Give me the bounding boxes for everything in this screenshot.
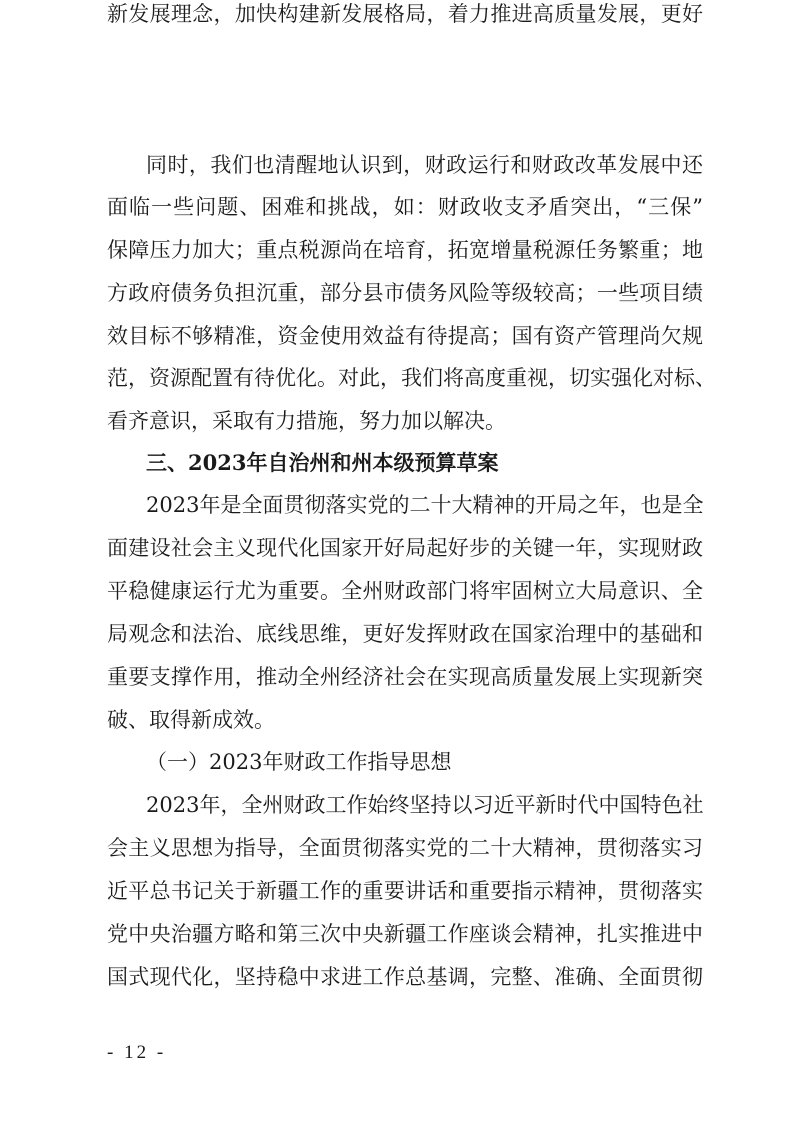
text-line: 重要支撑作用，推动全州经济社会在实现高质量发展上实现新突 xyxy=(107,665,703,689)
text-line: 三、2023年自治州和州本级预算草案 xyxy=(146,450,499,475)
text-line: 同时，我们也清醒地认识到，财政运行和财政改革发展中还 xyxy=(146,153,703,177)
text-line: 近平总书记关于新疆工作的重要讲话和重要指示精神，贯彻落实 xyxy=(107,879,703,903)
text-line: 局观念和法治、底线思维，更好发挥财政在国家治理中的基础和 xyxy=(107,622,703,646)
text-line: （一）2023年财政工作指导思想 xyxy=(146,750,452,774)
text-line: 新发展理念，加快构建新发展格局，着力推进高质量发展，更好 xyxy=(107,2,703,26)
text-line: 面建设社会主义现代化国家开好局起好步的关键一年，实现财政 xyxy=(107,536,703,560)
page-number: - 12 - xyxy=(107,1042,167,1063)
text-line: 2023年是全面贯彻落实党的二十大精神的开局之年，也是全 xyxy=(146,493,704,517)
text-line: 面临一些问题、困难和挑战，如：财政收支矛盾突出，“三保” xyxy=(107,195,703,219)
text-line: 2023年，全州财政工作始终坚持以习近平新时代中国特色社 xyxy=(146,793,704,817)
text-line: 平稳健康运行尤为重要。全州财政部门将牢固树立大局意识、全 xyxy=(107,579,703,603)
text-line: 保障压力加大；重点税源尚在培育，拓宽增量税源任务繁重；地 xyxy=(107,238,703,262)
text-line: 范，资源配置有待优化。对此，我们将高度重视，切实强化对标、 xyxy=(107,366,716,390)
text-line: 党中央治疆方略和第三次中央新疆工作座谈会精神，扎实推进中 xyxy=(107,922,703,946)
text-line: 方政府债务负担沉重，部分县市债务风险等级较高；一些项目绩 xyxy=(107,281,703,305)
text-line: 国式现代化，坚持稳中求进工作总基调，完整、准确、全面贯彻 xyxy=(107,965,703,989)
text-line: 会主义思想为指导，全面贯彻落实党的二十大精神，贯彻落实习 xyxy=(107,836,703,860)
text-line: 看齐意识，采取有力措施，努力加以解决。 xyxy=(107,409,506,433)
text-line: 破、取得新成效。 xyxy=(107,708,275,732)
text-line: 效目标不够精准，资金使用效益有待提高；国有资产管理尚欠规 xyxy=(107,324,703,348)
